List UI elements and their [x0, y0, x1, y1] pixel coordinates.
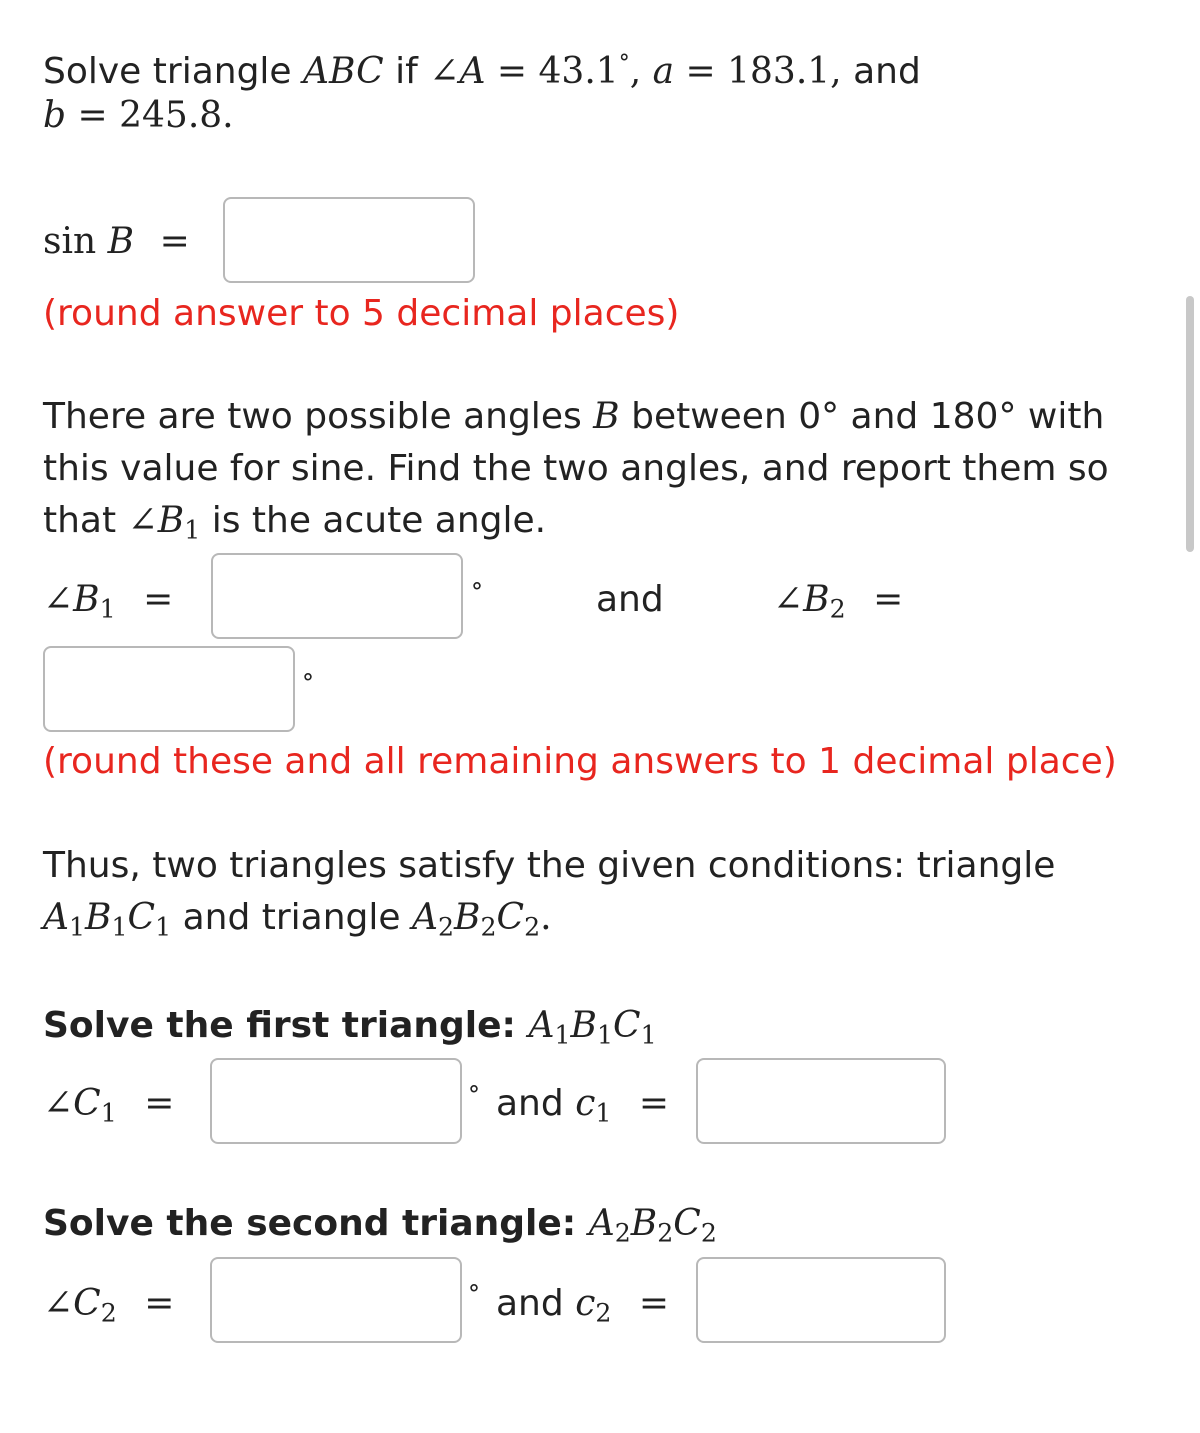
- triangle-name: ABC: [303, 51, 384, 92]
- angle-var-b: B: [157, 500, 185, 541]
- equals-sign: =: [144, 1083, 175, 1124]
- c2-label: [43, 1278, 174, 1339]
- b1-input[interactable]: [211, 553, 463, 639]
- tri-letter-c: C: [613, 1005, 641, 1046]
- two-angles-line3: [43, 495, 546, 556]
- angle-var-c: C: [73, 1083, 101, 1124]
- tri-letter-b: B: [630, 1203, 658, 1244]
- that-word: that: [43, 500, 117, 541]
- angle-symbol: ∠: [127, 500, 158, 541]
- side-var-c: c: [575, 1083, 596, 1124]
- side-var-c: c: [575, 1283, 596, 1324]
- sinb-label: [43, 216, 190, 268]
- angle-var-b: B: [73, 579, 100, 620]
- tri-letter-a: A: [411, 897, 438, 938]
- two-angles-var-b: B: [593, 396, 620, 437]
- subscript-2: 2: [480, 912, 497, 942]
- c1-angle-input[interactable]: [210, 1058, 462, 1144]
- subscript-1: 1: [111, 912, 128, 942]
- subscript-1: 1: [155, 912, 172, 942]
- c1-side-label: [496, 1078, 669, 1139]
- angle-var-a: A: [459, 51, 486, 92]
- angle-var-b: B: [803, 579, 830, 620]
- comma: ,: [629, 51, 642, 92]
- and-triangle-text: and triangle: [182, 897, 401, 938]
- angle-a-value: = 43.1: [496, 51, 619, 92]
- tri-letter-a: A: [528, 1005, 555, 1046]
- problem-statement: [43, 38, 921, 98]
- tri-letter-b: B: [570, 1005, 598, 1046]
- two-angles-line1: [43, 391, 1104, 443]
- c2-side-input[interactable]: [696, 1257, 946, 1343]
- side-var-b: b: [43, 95, 67, 136]
- subscript-1: 1: [597, 1020, 614, 1050]
- b2-label: [773, 574, 903, 635]
- degree-symbol: °: [471, 578, 483, 606]
- sinb-input[interactable]: [223, 197, 475, 283]
- angle-symbol: ∠: [43, 1283, 74, 1324]
- tri-letter-c: C: [127, 897, 156, 938]
- and-word: and: [596, 579, 664, 620]
- subscript-2: 2: [657, 1218, 674, 1248]
- and-word: and: [496, 1083, 564, 1124]
- subscript-1: 1: [595, 1098, 612, 1128]
- second-heading-text: Solve the second triangle:: [43, 1203, 577, 1244]
- c1-side-input[interactable]: [696, 1058, 946, 1144]
- c1-label: [43, 1078, 174, 1139]
- scrollbar-thumb[interactable]: [1186, 296, 1194, 552]
- round-note-5: (round answer to 5 decimal places): [43, 293, 680, 334]
- equals-sign: =: [143, 579, 174, 620]
- two-angles-text-b: between 0° and 180° with: [631, 396, 1105, 437]
- tri-letter-a: A: [43, 897, 69, 938]
- if-word: if: [395, 51, 418, 92]
- and-word: and: [496, 1283, 564, 1324]
- c2-side-label: [496, 1278, 669, 1339]
- b1-label: [43, 574, 173, 635]
- subscript-1: 1: [554, 1020, 571, 1050]
- c2-angle-input[interactable]: [210, 1257, 462, 1343]
- equals-sign: =: [873, 579, 904, 620]
- angle-var-c: C: [73, 1283, 101, 1324]
- and-word: and: [853, 51, 921, 92]
- first-triangle-heading: [43, 1000, 657, 1061]
- subscript-2: 2: [829, 594, 846, 624]
- subscript-2: 2: [595, 1298, 612, 1328]
- equals-sign: =: [638, 1083, 670, 1124]
- degree-symbol: °: [468, 1280, 480, 1308]
- side-a-value: = 183.1,: [685, 51, 842, 92]
- equals-sign: =: [159, 221, 190, 262]
- thus-line1: Thus, two triangles satisfy the given conditions: triangle: [43, 845, 1056, 886]
- first-heading-text: Solve the first triangle:: [43, 1005, 516, 1046]
- degree-symbol: °: [618, 51, 630, 76]
- tri-letter-c: C: [673, 1203, 701, 1244]
- two-angles-line2: this value for sine. Find the two angles, and report them so: [43, 448, 1109, 489]
- subscript-1: 1: [184, 515, 201, 545]
- subscript-1: 1: [100, 1098, 117, 1128]
- side-var-a: a: [652, 51, 675, 92]
- acute-text: is the acute angle.: [211, 500, 547, 541]
- subscript-2: 2: [700, 1218, 717, 1248]
- period: .: [540, 897, 552, 938]
- angle-symbol: ∠: [773, 579, 804, 620]
- problem-prefix: Solve triangle: [43, 51, 292, 92]
- tri-letter-a: A: [588, 1203, 615, 1244]
- subscript-1: 1: [69, 912, 86, 942]
- second-triangle-heading: [43, 1198, 717, 1259]
- two-angles-text-a: There are two possible angles: [43, 396, 582, 437]
- degree-symbol: °: [302, 669, 314, 697]
- b2-input[interactable]: [43, 646, 295, 732]
- angle-symbol: ∠: [43, 1083, 74, 1124]
- subscript-2: 2: [524, 912, 541, 942]
- tri-letter-c: C: [496, 897, 525, 938]
- degree-symbol: °: [468, 1081, 480, 1109]
- thus-line2: [43, 892, 552, 953]
- subscript-2: 2: [437, 912, 455, 942]
- sin-fn: sin: [43, 221, 97, 262]
- subscript-1: 1: [640, 1020, 657, 1050]
- equals-sign: =: [638, 1283, 670, 1324]
- problem-statement-line2: [43, 90, 234, 142]
- subscript-2: 2: [614, 1218, 631, 1248]
- tri-letter-b: B: [454, 897, 481, 938]
- angle-symbol: ∠: [43, 579, 74, 620]
- subscript-1: 1: [99, 594, 116, 624]
- tri-letter-b: B: [85, 897, 112, 938]
- sin-var-b: B: [107, 221, 135, 262]
- angle-symbol: ∠: [429, 51, 460, 92]
- side-b-value: = 245.8.: [77, 95, 234, 136]
- subscript-2: 2: [100, 1298, 117, 1328]
- round-note-1: (round these and all remaining answers to 1 decimal place): [43, 741, 1117, 782]
- equals-sign: =: [144, 1283, 175, 1324]
